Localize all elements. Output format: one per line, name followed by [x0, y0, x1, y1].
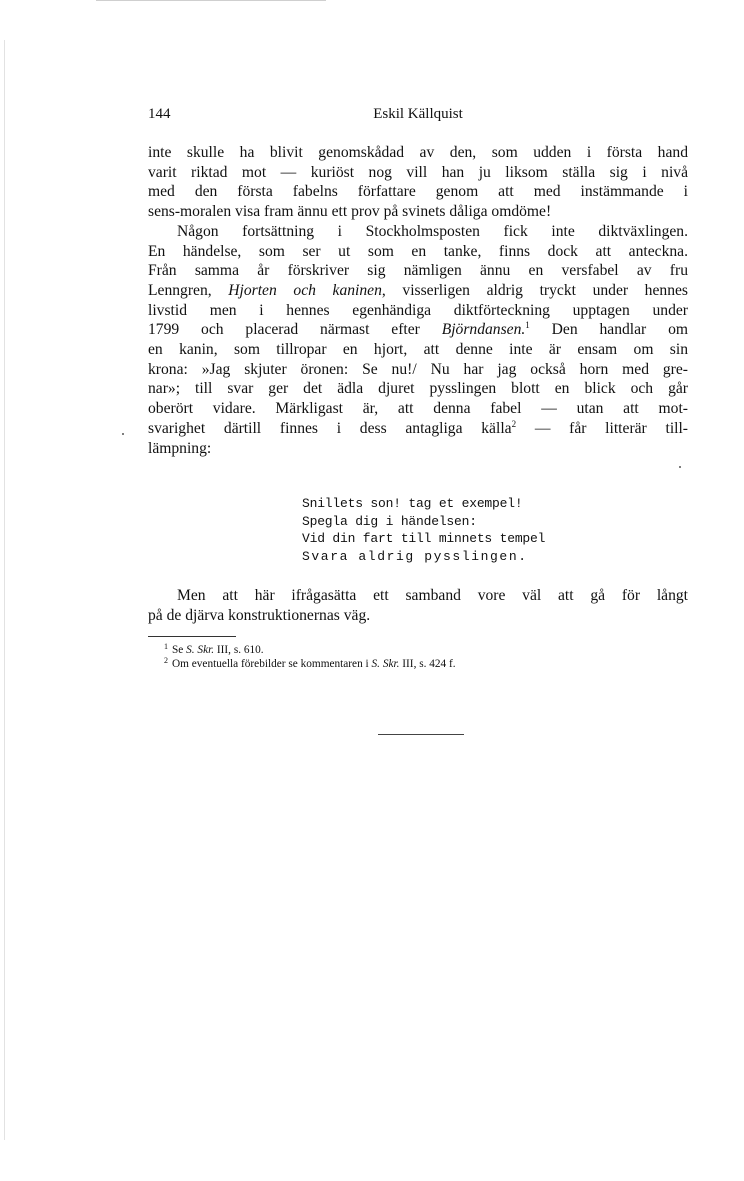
text-line: med den första fabelns författare genom att med instämmande i: [148, 183, 688, 201]
footnote-ref-2: 2: [511, 418, 517, 429]
text-line: lämpning:: [148, 439, 212, 457]
text-line: Från samma år förskriver sig nämligen ännu en versfabel av fru: [148, 262, 688, 280]
paragraph-2: [148, 222, 688, 458]
text-line: krona: »Jag skjuter öronen: Se nu!/ Nu har jag också horn med gre-: [148, 360, 688, 378]
text-line: [148, 281, 688, 301]
text-line: Någon fortsättning i Stockholmsposten fick inte diktväxlingen.: [177, 222, 688, 240]
text-line: livstid men i hennes egenhändiga diktförteckning upptagen under: [148, 301, 688, 319]
text-line: på de djärva konstruktionernas väg.: [148, 606, 371, 624]
footnotes: [164, 643, 684, 671]
verse-line: Snillets son! tag et exempel!: [302, 496, 523, 511]
text-line: [148, 419, 688, 439]
line-text: svarighet därtill finnes i dess antagliga källa: [148, 419, 512, 437]
closing-paragraph: [148, 586, 688, 625]
text-line: nar»; till svar ger det ädla djuret pysslingen blott en blick och går: [148, 380, 688, 398]
verse-line: Spegla dig i händelsen:: [302, 513, 477, 529]
scan-speck: [122, 433, 124, 435]
end-rule: [378, 734, 464, 735]
footnote-text: Se: [172, 644, 187, 656]
scan-edge-rule: [96, 0, 326, 1]
running-head: [148, 106, 688, 128]
scan-speck: [679, 466, 681, 468]
verse-quotation: [302, 495, 602, 565]
paragraph-1: [148, 143, 688, 222]
footnote-ref-1: 1: [525, 320, 530, 331]
footnote-rule: [148, 636, 236, 637]
footnote-2: [164, 657, 684, 671]
footnote-title: S. Skr.: [186, 644, 215, 656]
scan-edge-left: [4, 40, 5, 1140]
footnote-text: Om eventuella förebilder se kommentaren i: [172, 658, 372, 670]
text-line: varit riktad mot — kuriöst nog vill han ju liksom ställa sig i nivå: [148, 163, 688, 181]
footnote-text: III, s. 610.: [214, 644, 264, 656]
text-line: Men att här ifrågasätta ett samband vore väl att gå för långt: [177, 587, 688, 604]
footnote-text: III, s. 424 f.: [399, 658, 456, 670]
footnote-title: S. Skr.: [371, 658, 400, 670]
main-text: [148, 143, 688, 458]
header-author: Eskil Källquist: [373, 106, 463, 122]
text-line: en kanin, som tillropar en hjort, att denne inte är ensam om sin: [148, 341, 688, 359]
footnote-1: [164, 643, 684, 657]
verse-line: Vid din fart till minnets tempel: [302, 531, 546, 546]
line-text: , visserligen aldrig tryckt under hennes: [381, 281, 688, 299]
footnote-mark: 2: [164, 656, 168, 665]
text-line: En händelse, som ser ut som en tanke, finns dock att anteckna.: [148, 242, 688, 260]
line-text: — får litterär till-: [516, 419, 689, 437]
work-title: Björndansen.: [441, 321, 526, 339]
text-line: oberört vidare. Märkligast är, att denna fabel — utan att mot-: [148, 400, 688, 418]
work-title: Hjorten och kaninen: [228, 281, 382, 299]
text-line: inte skulle ha blivit genomskådad av den, som udden i första hand: [148, 144, 688, 161]
line-text: 1799 och placerad närmast efter: [148, 321, 442, 339]
text-line: [148, 320, 688, 340]
page-number: 144: [148, 106, 171, 122]
line-text: Den handlar om: [529, 321, 689, 339]
verse-line: Svara aldrig pysslingen.: [302, 548, 528, 564]
line-text: Lenngren,: [148, 281, 229, 299]
text-line: sens-moralen visa fram ännu ett prov på svinets dåliga omdöme!: [148, 203, 552, 221]
footnote-mark: 1: [164, 642, 168, 651]
